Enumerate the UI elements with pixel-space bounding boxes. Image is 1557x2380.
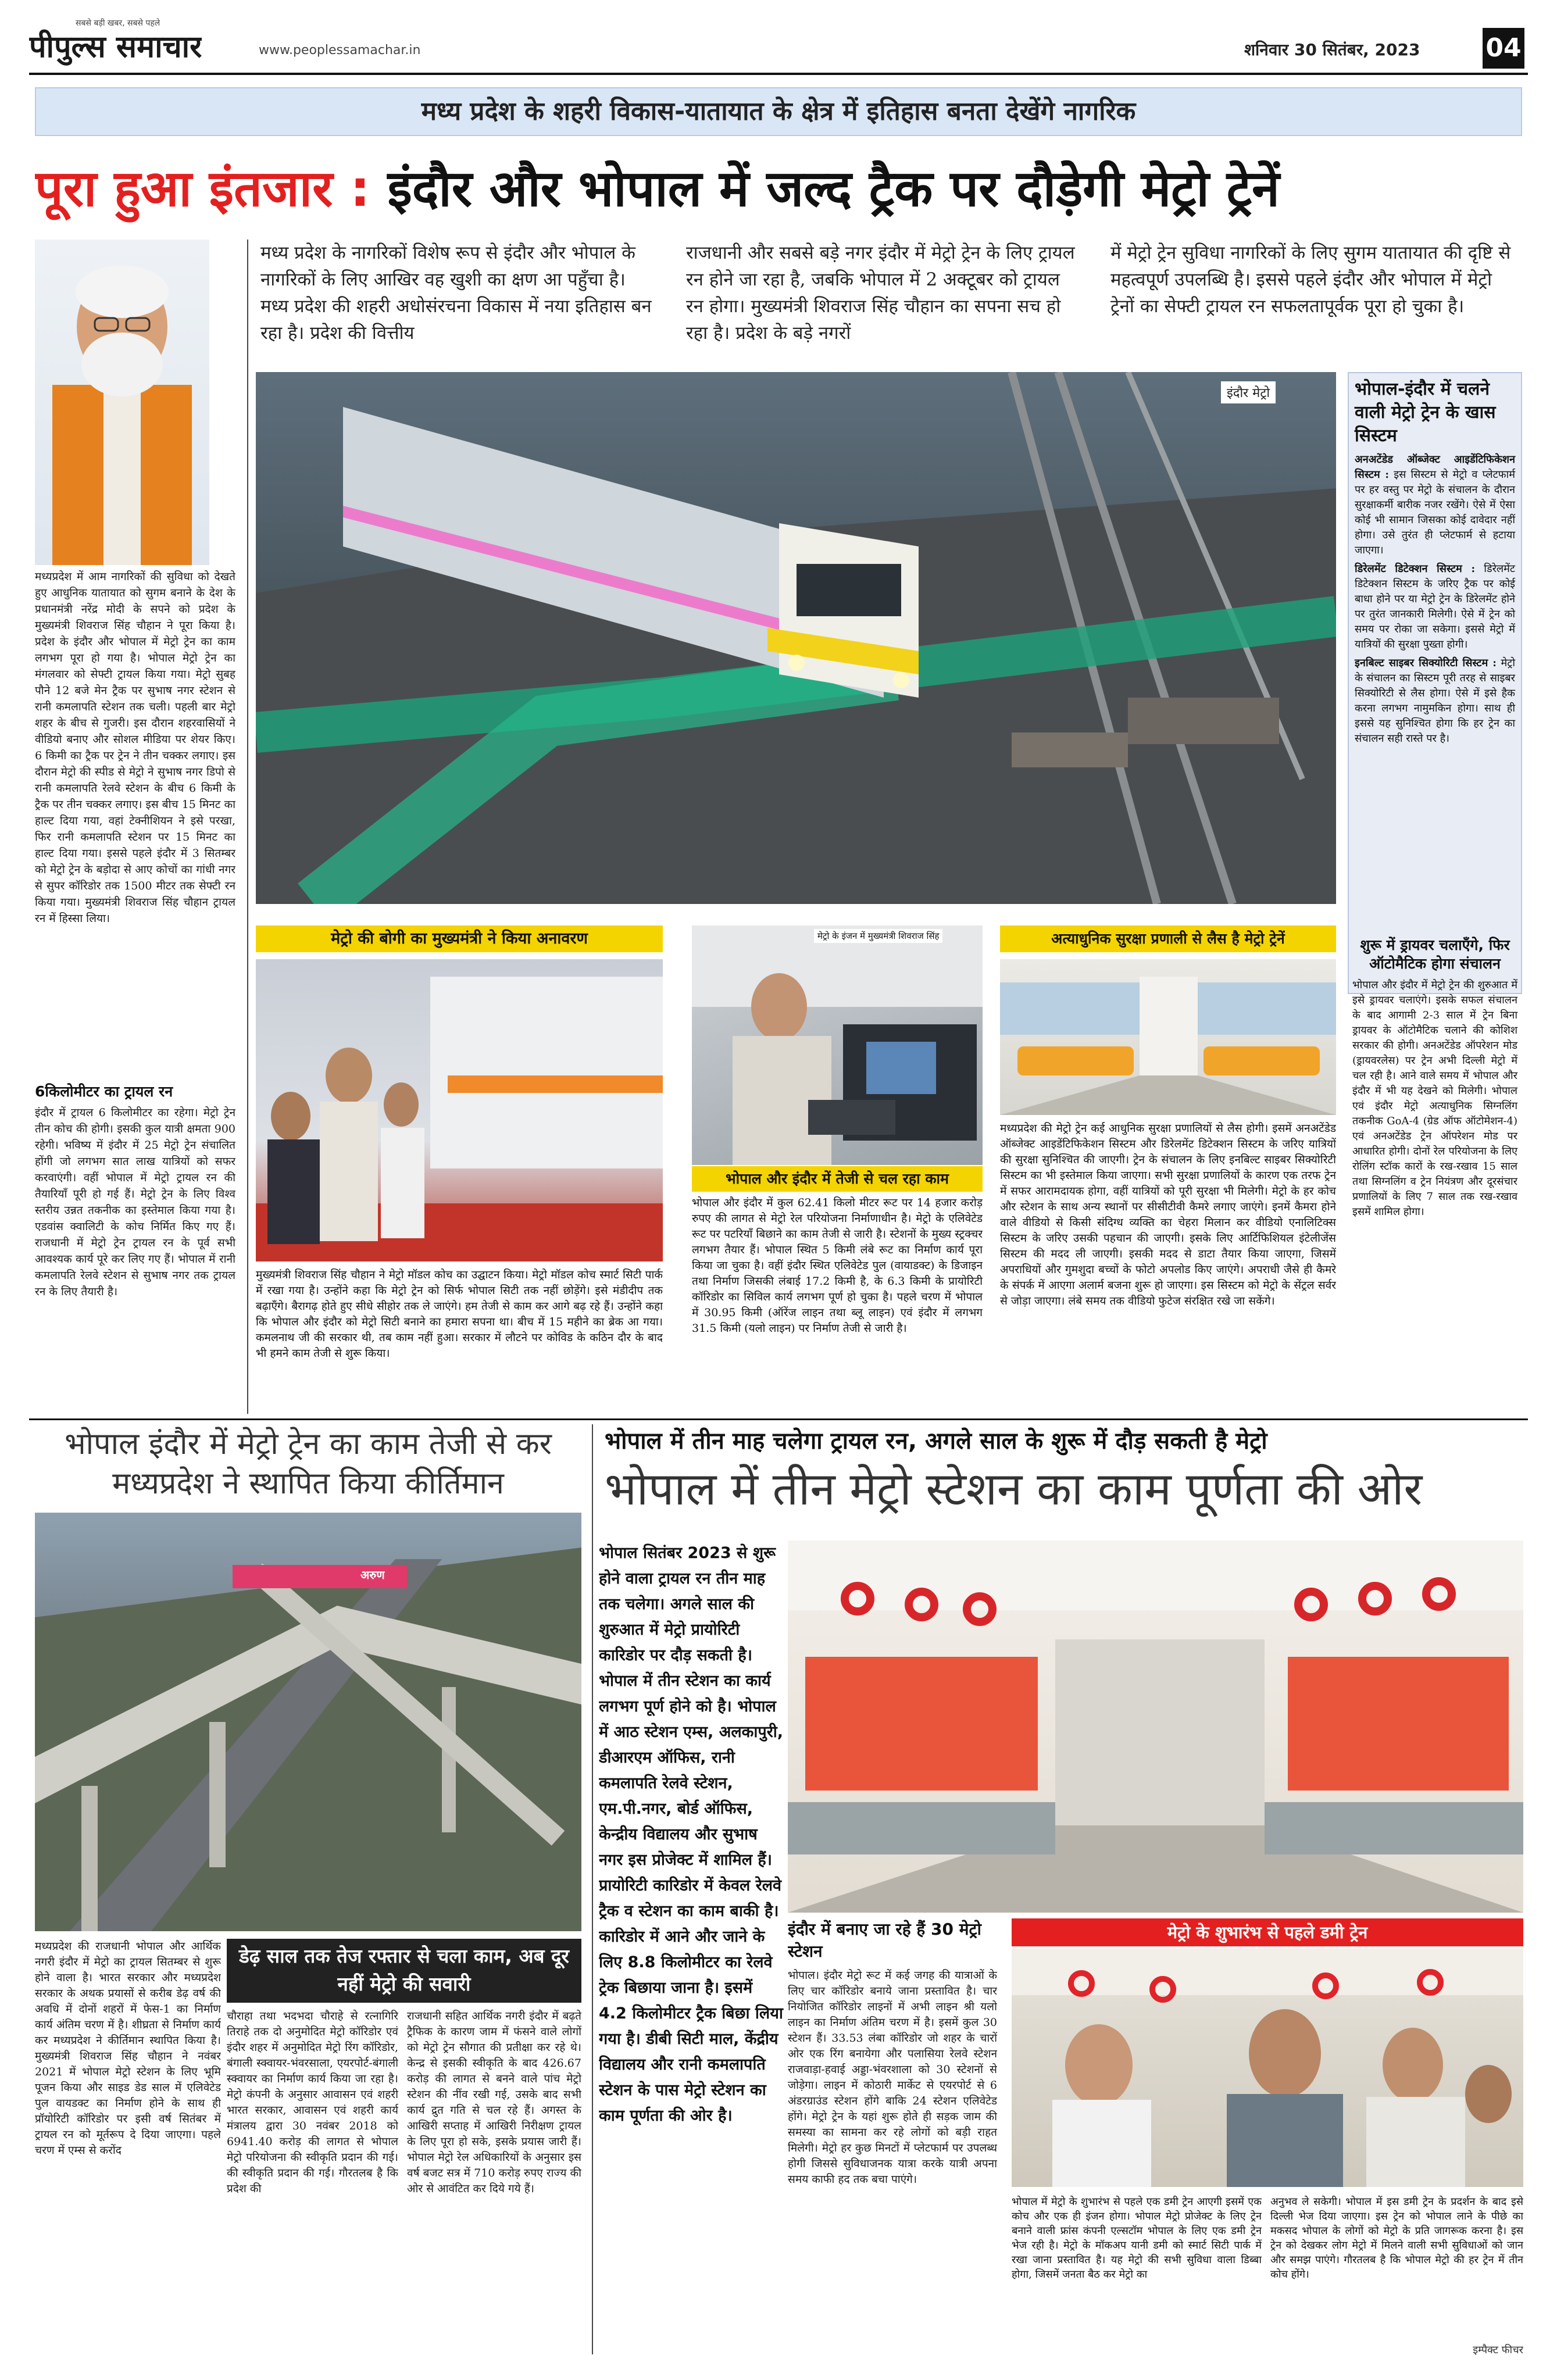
headline-red: पूरा हुआ इंतजार : <box>35 160 370 218</box>
logo: पीपुल्स समाचार <box>29 30 202 65</box>
sidebar-item-body: मेट्रो के संचालन का सिस्टम पूरी तरह से साइबर सिक्योरिटी से लैस होगा। ऐसे में इसे हैक करना लगभग नामुमकिन होगा। साथ ही इससे यह सुनिश्चित होगा कि हर ट्रेन का संचालन सही रास्ते पर है। <box>1355 657 1515 745</box>
sidebar-item <box>1355 562 1515 652</box>
lower-left-box-title: डेढ़ साल तक तेज रफ्तार से चला काम, अब दूर नहीं मेट्रो की सवारी <box>227 1939 581 2003</box>
sidebar-title: भोपाल-इंदौर में चलने वाली मेट्रो ट्रेन के खास सिस्टम <box>1355 379 1496 446</box>
driver-box-title: शुरू में ड्रायवर चलाएँगे, फिर ऑटोमैटिक होगा संचालन <box>1360 937 1510 972</box>
main-headline <box>35 151 1523 233</box>
headline-black: इंदौर और भोपाल में जल्द ट्रैक पर दौड़ेगी मेट्रो ट्रेनें <box>387 160 1280 218</box>
driver-box <box>1348 936 1522 1413</box>
page-number: 04 <box>1483 28 1524 69</box>
intro-col-1: मध्य प्रदेश के नागरिकों विशेष रूप से इंदौर और भोपाल के नागरिकों के लिए आखिर वह खुशी का क्षण आ पहुँचा है। मध्य प्रदेश की शहरी अधोसंरचना विकास में नया इतिहास बन रहा है। प्रदेश की वित्तीय <box>260 242 652 344</box>
dummy-train-title-bar: मेट्रो के शुभारंभ से पहले डमी ट्रेन <box>1012 1918 1523 1946</box>
lower-left-col2: चौराहा तथा भदभदा चौराहे से रत्नागिरि तिराहे तक दो अनुमोदित मेट्रो कॉरिडोर एवं इंदौर शहर में अनुमोदित मेट्रो रिंग कॉरिडोर, बंगाली स्क्वायर-भंवरसाला, एयरपोर्ट-बंगाली स्क्वायर का निर्माण कार्य किया जा रहा है। मेट्रो कंपनी के अनुसार आवासन एवं शहरी भारत सरकार, आवासन एवं शहरी कार्य मंत्रालय द्वारा 30 नवंबर 2018 को 6941.40 करोड़ की लागत से भोपाल मेट्रो परियोजना की स्वीकृति प्रदान की गई। की स्वीकृति प्रदान की गई। गौरतलब है कि प्रदेश की <box>227 2010 398 2195</box>
top-kicker: मध्य प्रदेश के शहरी विकास-यातायात के क्षेत्र में इतिहास बनता देखेंगे नागरिक <box>35 87 1522 136</box>
photo2-title-bar: भोपाल और इंदौर में तेजी से चल रहा काम <box>692 1166 983 1192</box>
cm-in-engine-photo <box>692 925 983 1165</box>
masthead <box>29 17 1529 76</box>
sidebar-item-head: डिरेलमेंट डिटेक्शन सिस्टम : <box>1355 563 1476 575</box>
mid-page-rule <box>29 1418 1528 1420</box>
sidebar-item <box>1355 656 1515 746</box>
indore-metro-main-photo <box>256 372 1336 904</box>
dummy-train-text1: भोपाल में मेट्रो के शुभारंभ से पहले एक डमी ट्रेन आएगी इसमें एक कोच और एक ही इंजन होगा। भोपाल मेट्रो प्रोजेक्ट के लिए ट्रेन बनाने वाली फ्रांस कंपनी एल्सटॉम भोपाल के लिए एक डमी ट्रेन भेज रही है। मेट्रो के मॉकअप यानी डमी को स्मार्ट सिटी पार्क में रखा जाना प्रस्तावित है। यह मेट्रो की सभी सुविधा वाला डिब्बा होगा, जिसमें जनता बैठ कर मेट्रो का <box>1012 2196 1262 2281</box>
intro-col-3: में मेट्रो ट्रेन सुविधा नागरिकों के लिए सुगम यातायात की दृष्टि से महत्वपूर्ण उपलब्धि है। इससे पहले इंदौर और भोपाल में मेट्रो ट्रेनों का सेफ्टी ट्रायल रन सफलतापूर्वक पूरा हो चुका है। <box>1110 242 1511 317</box>
photo2-label: मेट्रो के इंजन में मुख्यमंत्री शिवराज सिंह <box>814 929 942 943</box>
driver-box-text: भोपाल और इंदौर में मेट्रो ट्रेन की शुरुआत में इसे ड्रायवर चलाएंगे। इसके सफल संचालन के बाद आगामी 2-3 साल में ट्रेन बिना ड्रायवर के ऑटोमैटिक चलाने की कोशिश सरकार की होगी। अनअटेंडेड ऑपरेशन मोड (ड्रायवरलेस) पर ट्रेन अभी दिल्ली मेट्रो में चल रही है। आने वाले समय में भोपाल और इंदौर में भी यह देखने को मिलेगी। भोपाल एवं इंदौर मेट्रो अत्याधुनिक सिग्नलिंग तकनीक GoA-4 (ग्रेड ऑफ ऑटोमेशन-4) एवं अनअटेंडेड ट्रेन ऑपरेशन मोड पर आधारित होगी। दोनों रेल परियोजना के लिए रोलिंग स्टॉक कारों के रख-रखाव 15 साल तथा सिग्नलिंग व ट्रेन नियंत्रण और दूरसंचार प्रणालियों के लिए 7 साल तक रख-रखाव इसमें शामिल होगा। <box>1352 979 1517 1218</box>
photo1-title-bar: मेट्रो की बोगी का मुख्यमंत्री ने किया अनावरण <box>256 925 663 952</box>
sidebar-item-body: इस सिस्टम से मेट्रो व प्लेटफार्म पर हर वस्तु पर मेट्रो के संचालन के दौरान सुरक्षाकर्मी बारीक नजर रखेंगे। ऐसे में ऐसा कोई भी सामान जिसका कोई दावेदार नहीं होगा। उसे तुरंत ही प्लेटफार्म से हटाया जाएगा। <box>1355 469 1515 556</box>
sidebar-item-body: डिरेलमेंट डिटेक्शन सिस्टम के जरिए ट्रैक पर कोई बाधा होने पर या मेट्रो ट्रेन के डिरेलमेंट होने पर तुरंत जानकारी मिलेगी। ऐसे में ट्रेन को समय पर रोका जा सकेगा। इससे मेट्रो में यात्रियों की सुरक्षा पुख्ता होगी। <box>1355 563 1515 651</box>
photo3-title-bar: अत्याधुनिक सुरक्षा प्रणाली से लैस है मेट्रो ट्रेनें <box>1000 925 1336 952</box>
lower-right-kicker: भोपाल में तीन माह चलेगा ट्रायल रन, अगले साल के शुरू में दौड़ सकती है मेट्रो <box>605 1428 1267 1455</box>
website-url: www.peoplessamachar.in <box>259 43 421 58</box>
sidebar-item-head: इनबिल्ट साइबर सिक्योरिटी सिस्टम : <box>1355 657 1497 669</box>
lower-left-col3: राजधानी सहित आर्थिक नगरी इंदौर में बढ़ते ट्रैफिक के कारण जाम में फंसने वाले लोगों को मेट्रो ट्रेन सौगात की प्रतीक्षा कर रहे थे। केन्द्र से इसकी स्वीकृति के बाद 426.67 करोड़ की लागत से बनने वाले पांच मेट्रो स्टेशन की नींव रखी गई, उसके बाद सभी कार्य द्रुत गति से चल रहे हैं। अगस्त के आखिरी सप्ताह में आखिरी निरीक्षण ट्रायल के लिए पूरा हो सके, इसके प्रयास जारी हैं। भोपाल मेट्रो रेल अधिकारियों के अनुसार इस वर्ष बजट सत्र में 710 करोड़ रुपए राज्य की ओर से आवंटित कर दिये गये हैं। <box>407 2010 581 2195</box>
masthead-rule <box>29 73 1528 75</box>
left-column-subhead: 6किलोमीटर का ट्रायल रन <box>35 1083 173 1100</box>
left-column-text: मध्यप्रदेश में आम नागरिकों की सुविधा को देखते हुए आधुनिक यातायात को सुगम बनाने के देश के प्रधानमंत्री नरेंद्र मोदी के सपने को प्रदेश के मुख्यमंत्री शिवराज सिंह चौहान ने पूरा किया है। प्रदेश के इंदौर और भोपाल में मेट्रो ट्रेन का काम लगभग पूरा हो गया है। भोपाल मेट्रो ट्रेन का मंगलवार को सेफ्टी ट्रायल किया गया। मेट्रो सुबह पौने 12 बजे मेन ट्रैक पर सुभाष नगर स्टेशन से रानी कमलापति स्टेशन तक चली। पहली बार मेट्रो शहर के बीच से गुजरी। इस दौरान शहरवासियों ने वीडियो बनाए और सोशल मीडिया पर शेयर किए। 6 किमी का ट्रैक पर ट्रेन ने तीन चक्कर लगाए। इस दौरान मेट्रो की स्पीड से मेट्रो ने सुभाष नगर डिपो से रानी कमलापति रेलवे स्टेशन के बीच 6 किमी के ट्रैक पर तीन चक्कर लगाए। इस बीच 15 मिनट का हाल्ट दिया गया, वहां टेक्नीशियन ने इसे परखा, फिर रानी कमलापति स्टेशन पर 15 मिनट का हाल्ट दिया गया। इससे पहले इंदौर में 3 सितम्बर को मेट्रो ट्रेन के बड़ोदा से आए कोचों का गांधी नगर से सुपर कॉरिडोर तक 1500 मीटर तक सेफ्टी रन किया गया। मुख्यमंत्री शिवराज सिंह चौहान ट्रायल रन में हिस्सा लिया। <box>35 570 235 925</box>
intro-col-2: राजधानी और सबसे बड़े नगर इंदौर में मेट्रो ट्रेन के लिए ट्रायल रन होने जा रहा है, जबकि भोपाल में 2 अक्टूबर को ट्रायल रन होगा। मुख्यमंत्री शिवराज सिंह चौहान का सपना सच हो रहा है। प्रदेश के बड़े नगरों <box>686 242 1075 344</box>
metro-coach-interior-photo <box>1000 959 1336 1115</box>
elevated-viaduct-photo <box>35 1513 581 1931</box>
logo-tagline: सबसे बड़ी खबर, सबसे पहले <box>76 19 160 28</box>
metro-interior-red-photo <box>788 1541 1523 1913</box>
lower-left-headline: भोपाल इंदौर में मेट्रो ट्रेन का काम तेजी से कर मध्यप्रदेश ने स्थापित किया कीर्तिमान <box>65 1427 552 1501</box>
lower-right-headline: भोपाल में तीन मेट्रो स्टेशन का काम पूर्णता की ओर <box>605 1463 1423 1516</box>
main-photo-label: इंदौर मेट्रो <box>1221 381 1276 403</box>
dummy-train-photo <box>1012 1949 1523 2187</box>
sidebar-item-head: अनअटेंडेड ऑब्जेक्ट आइडेंटिफिकेशन सिस्टम : <box>1355 453 1515 481</box>
pm-portrait-photo <box>35 240 209 565</box>
issue-date: शनिवार 30 सितंबर, 2023 <box>1244 40 1420 59</box>
photo1-caption: मुख्यमंत्री शिवराज सिंह चौहान ने मेट्रो मॉडल कोच का उद्घाटन किया। मेट्रो मॉडल कोच स्मार्ट सिटी पार्क में रखा गया है। उन्होंने कहा कि मेट्रो ट्रेन को सिर्फ भोपाल सिटी तक नहीं छोड़ेंगे। इसे मंडीदीप तक बढ़ाएँगे। बैरागढ़ होते हुए सीधे सीहोर तक ले जाएंगे। हम तेजी से काम कर आगे बढ़ रहे हैं। उन्होंने कहा कि भोपाल और इंदौर को मेट्रो सिटी बनाने का हमारा सपना था। बीच में 15 महीने का ब्रेक आ गया। कमलनाथ जी की सरकार थी, तब काम नहीं हुआ। सरकार में लौटने पर कोविड के कठिन दौर के बाद भी हमने काम तेजी से शुरू किया। <box>256 1268 663 1360</box>
left-column-text-2: इंदौर में ट्रायल 6 किलोमीटर का रहेगा। मेट्रो ट्रेन तीन कोच की होगी। इसकी कुल यात्री क्षमता 900 रहेगी। भविष्य में इंदौर में 25 मेट्रो ट्रेन संचालित होंगी जो लगभग सात लाख यात्रियों को सफर करवाएंगी। वहीं भोपाल में मेट्रो ट्रायल रन की तैयारियाँ पूरी हो गई हैं। मेट्रो ट्रेन के लिए विश्व स्तरीय उन्नत तकनीक का इस्तेमाल किया गया है। एडवांस क्वालिटी के कोच निर्मित किए गए हैं। राजधानी में मेट्रो ट्रेन ट्रायल रन के पूर्व सभी आवश्यक कार्य पूरे कर लिए गए हैं। भोपाल में रानी कमलापति रेलवे स्टेशन से सुभाष नगर तक ट्रायल रन के लिए तैयारी है। <box>35 1106 235 1298</box>
col-divider-lower <box>592 1424 593 2354</box>
viaduct-sign: अरुण <box>360 1568 385 1582</box>
impact-feature-label: इम्पैक्ट फीचर <box>1473 2344 1523 2356</box>
lower-right-bold-col: भोपाल सितंबर 2023 से शुरू होने वाला ट्रायल रन तीन माह तक चलेगा। अगले साल की शुरुआत में मेट्रो प्रायोरिटी कारिडोर पर दौड़ सकती है। भोपाल में तीन स्टेशन का कार्य लगभग पूर्ण होने को है। भोपाल में आठ स्टेशन एम्स, अलकापुरी, डीआरएम ऑफिस, रानी कमलापति रेलवे स्टेशन, एम.पी.नगर, बोर्ड ऑफिस, केन्द्रीय विद्यालय और सुभाष नगर इस प्रोजेक्ट में शामिल हैं। प्रायोरिटी कारिडोर में केवल रेलवे ट्रैक व स्टेशन का काम बाकी है। कारिडोर में आने और जाने के लिए 8.8 किलोमीटर का रेलवे ट्रेक बिछाया जाना है। इसमें 4.2 किलोमीटर ट्रैक बिछा लिया गया है। डीबी सिटी माल, केंद्रीय विद्यालय और रानी कमलापति स्टेशन के पास मेट्रो स्टेशन का काम पूर्णता की ओर है। <box>599 1544 783 2125</box>
dummy-train-text2: अनुभव ले सकेगी। भोपाल में इस डमी ट्रेन के प्रदर्शन के बाद इसे दिल्ली भेज दिया जाएगा। इस ट्रेन को भोपाल लाने के पीछे का मकसद भोपाल के लोगों को मेट्रो के प्रति जागरूक करना है। इस ट्रेन को देखकर लोग मेट्रो में मिलने वाली सभी सुविधाओं को जान और समझ पाएंगे। गौरतलब है कि भोपाल मेट्रो की हर ट्रेन में तीन कोच होंगे। <box>1270 2196 1523 2281</box>
col-divider-left <box>247 240 248 1414</box>
cm-unveiling-photo <box>256 959 663 1262</box>
metro-systems-sidebar <box>1348 372 1522 994</box>
photo3-caption: मध्यप्रदेश की मेट्रो ट्रेन कई आधुनिक सुरक्षा प्रणालियों से लैस होगी। इसमें अनअटेंडेड ऑब्जेक्ट आइडेंटिफिकेशन सिस्टम और डिरेलमेंट डिटेक्शन सिस्टम के जरिए यात्रियों की सुरक्षा सुनिश्चित की जाएगी। ट्रेन के संचालन के लिए इनबिल्ट साइबर सिक्योरिटी सिस्टम का भी इस्तेमाल किया जाएगा। सभी सुरक्षा प्रणालियों के कारण एक तरफ ट्रेन में सफर आरामदायक होगा, वहीं यात्रियों को पूरी सुरक्षा भी मिलेगी। मेट्रो के हर कोच और स्टेशन के साथ अन्य स्थानों पर सीसीटीवी कैमरे लगाए जाएंगे। इनमें कैमरा होने वाले वीडियो से किसी संदिग्ध व्यक्ति का चेहरा मिलान कर वीडियो एनालिटिक्स सिस्टम के जरिए उसकी पहचान की जाएगी। इसके लिए आर्टिफिशियल इंटेलीजेंस सिस्टम की मदद ली जाएगी। इसकी मदद से डाटा तैयार किया जाएगा, जिसमें अपराधियों और गुमशुदा बच्चों के फोटो अपलोड किए जाएंगे। अपराधी जैसे ही कैमरे के संपर्क में आएगा अलार्म बजना शुरू हो जाएगा। इस सिस्टम को मेट्रो के सेंट्रल सर्वर से जोड़ा जाएगा। लंबे समय तक वीडियो फुटेज संरक्षित रखे जा सकेंगे। <box>1000 1122 1336 1307</box>
photo2-caption: भोपाल और इंदौर में कुल 62.41 किलो मीटर रूट पर 14 हजार करोड़ रुपए की लागत से मेट्रो रेल परियोजना निर्माणाधीन है। मेट्रो के एलिवेटेड रूट पर पटरियाँ बिछाने का काम तेजी से जारी है। स्टेशनों के मुख्य स्ट्रक्चर लगभग तैयार हैं। भोपाल स्थित 5 किमी लंबे रूट का निर्माण कार्य पूरा किया जा चुका है। वहीं इंदौर स्थित एलिवेटेड पुल (वायाडक्ट) के डिजाइन तथा निर्माण जिसकी लंबाई 17.2 किमी है, के 6.3 किमी के प्रायोरिटी कॉरिडोर का सिविल कार्य लगभग पूर्ण हो चुका है। पहले चरण में भोपाल में 30.95 किमी (ऑरेंज लाइन तथा ब्लू लाइन) एवं इंदौर में लगभग 31.5 किमी (यलो लाइन) पर निर्माण तेजी से जारी है। <box>692 1196 983 1335</box>
lower-left-col1: मध्यप्रदेश की राजधानी भोपाल और आर्थिक नगरी इंदौर में मेट्रो का ट्रायल सितम्बर से शुरू होने वाला है। भारत सरकार और मध्यप्रदेश सरकार के अथक प्रयासों से करीब डेढ़ वर्ष की अवधि में दोनों शहरों में फेस-1 का निर्माण कार्य अंतिम चरण में है। शीघ्रता से निर्माण कार्य कर मध्यप्रदेश ने कीर्तिमान स्थापित किया है। मुख्यमंत्री शिवराज सिंह चौहान ने नवंबर 2021 में भोपाल मेट्रो स्टेशन के लिए भूमि पूजन किया और साइड डेड साल में एलिवेटेड पुल वायडक्ट का निर्माण होने के साथ ही प्रॉयोरिटी कॉरिडोर पर इसी वर्ष सितंबर में ट्रायल रन को मूर्तरूप दे दिया जाएगा। पहले चरण में एम्स से करोंद <box>35 1940 221 2157</box>
lower-right-subhead: इंदौर में बनाए जा रहे हैं 30 मेट्रो स्टेशन <box>788 1920 981 1961</box>
sidebar-item <box>1355 452 1515 558</box>
lower-right-subtext: भोपाल। इंदौर मेट्रो रूट में कई जगह की यात्राओं के लिए चार कॉरिडोर बनाये जाना प्रस्तावित है। चार नियोजित कॉरिडोर लाइनों में अभी लाइन श्री यलो लाइन का निर्माण अंतिम चरण में है। इसमें कुल 30 स्टेशन हैं। 33.53 लंबा कॉरिडोर जो शहर के चारों ओर एक रिंग बनायेगा और पलासिया रेलवे स्टेशन राजवाड़ा-हवाई अड्डा-भंवरशाला को 30 स्टेशनों से जोड़ेगा। लाइन में कोठारी मार्केट से एयरपोर्ट से 6 अंडरग्राउंड स्टेशन होंगे बाकि 24 स्टेशन एलिवेटेड होंगे। मेट्रो ट्रेन के यहां शुरू होते ही सड़क जाम की समस्या का सामना कर रहे लोगों को बड़ी राहत मिलेगी। मेट्रो हर कुछ मिनटों में प्लेटफार्म पर उपलब्ध होगी जिससे सुविधाजनक यात्रा करके यात्री अपना समय काफी हद तक बचा पाएंगे। <box>788 1969 997 2186</box>
